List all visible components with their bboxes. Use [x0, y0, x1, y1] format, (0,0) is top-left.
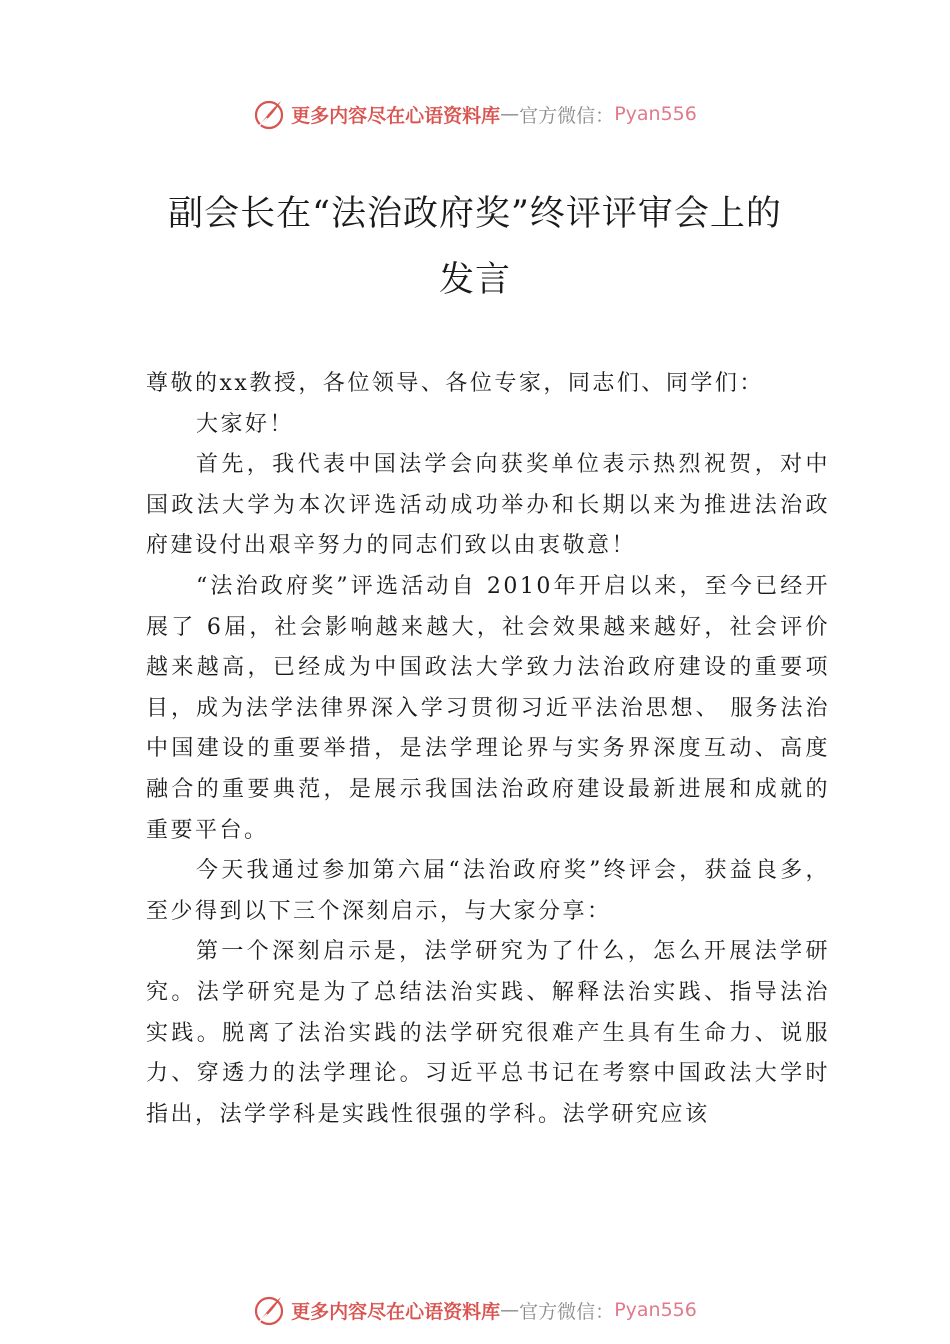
watermark-dash: — — [500, 103, 520, 125]
salutation: 尊敬的xx教授，各位领导、各位专家，同志们、同学们： — [146, 371, 764, 396]
paragraph-takeaways-intro: 今天我通过参加第六届“法治政府奖”终评会，获益良多，至少得到以下三个深刻启示，与大家分享： — [146, 858, 830, 924]
header-watermark — [0, 94, 950, 134]
footer-watermark — [0, 1290, 950, 1330]
watermark-contact-label: 官方微信： — [519, 1300, 615, 1323]
document-title-line-2: 发言 — [438, 260, 511, 300]
feather-pen-logo-icon — [253, 98, 285, 130]
paragraph-award-history: “法治政府奖”评选活动自 2010年开启以来，至今已经开展了 6届，社会影响越来越大，社会效果越来越好，社会评价越来越高，已经成为中国政法大学致力法治政府建设的重要项目，成为法学法律界深入学习贯彻习近平法治思想、 服务法治中国建设的重要举措，是法学理论界与实务界深度互动、高度融合的重要典范，是展示我国法治政府建设最新进展和成就的重要平台。 — [146, 573, 830, 843]
watermark-dash: — — [500, 1299, 520, 1321]
document-body — [146, 364, 830, 1135]
feather-pen-logo-icon — [253, 1294, 285, 1326]
watermark-contact-value: Pyan556 — [614, 1299, 697, 1321]
watermark-contact-value: Pyan556 — [614, 103, 697, 125]
paragraph-congratulations: 首先，我代表中国法学会向获奖单位表示热烈祝贺，对中国政法大学为本次评选活动成功举办和长期以来为推进法治政府建设付出艰辛努力的同志们致以由衷敬意！ — [146, 452, 830, 559]
watermark-contact-label: 官方微信： — [519, 104, 615, 127]
paragraph-first-takeaway: 第一个深刻启示是，法学研究为了什么，怎么开展法学研究。法学研究是为了总结法治实践、解释法治实践、指导法治实践。脱离了法治实践的法学研究很难产生具有生命力、说服力、穿透力的法学理论。习近平总书记在考察中国政法大学时指出，法学学科是实践性很强的学科。法学研究应该 — [146, 939, 830, 1127]
watermark-brand-text: 更多内容尽在心语资料库 — [291, 1300, 501, 1323]
paragraph-greeting: 大家好！ — [196, 411, 295, 437]
watermark-brand-text: 更多内容尽在心语资料库 — [291, 104, 501, 127]
document-title-line-1: 副会长在“法治政府奖”终评评审会上的 — [168, 194, 782, 234]
